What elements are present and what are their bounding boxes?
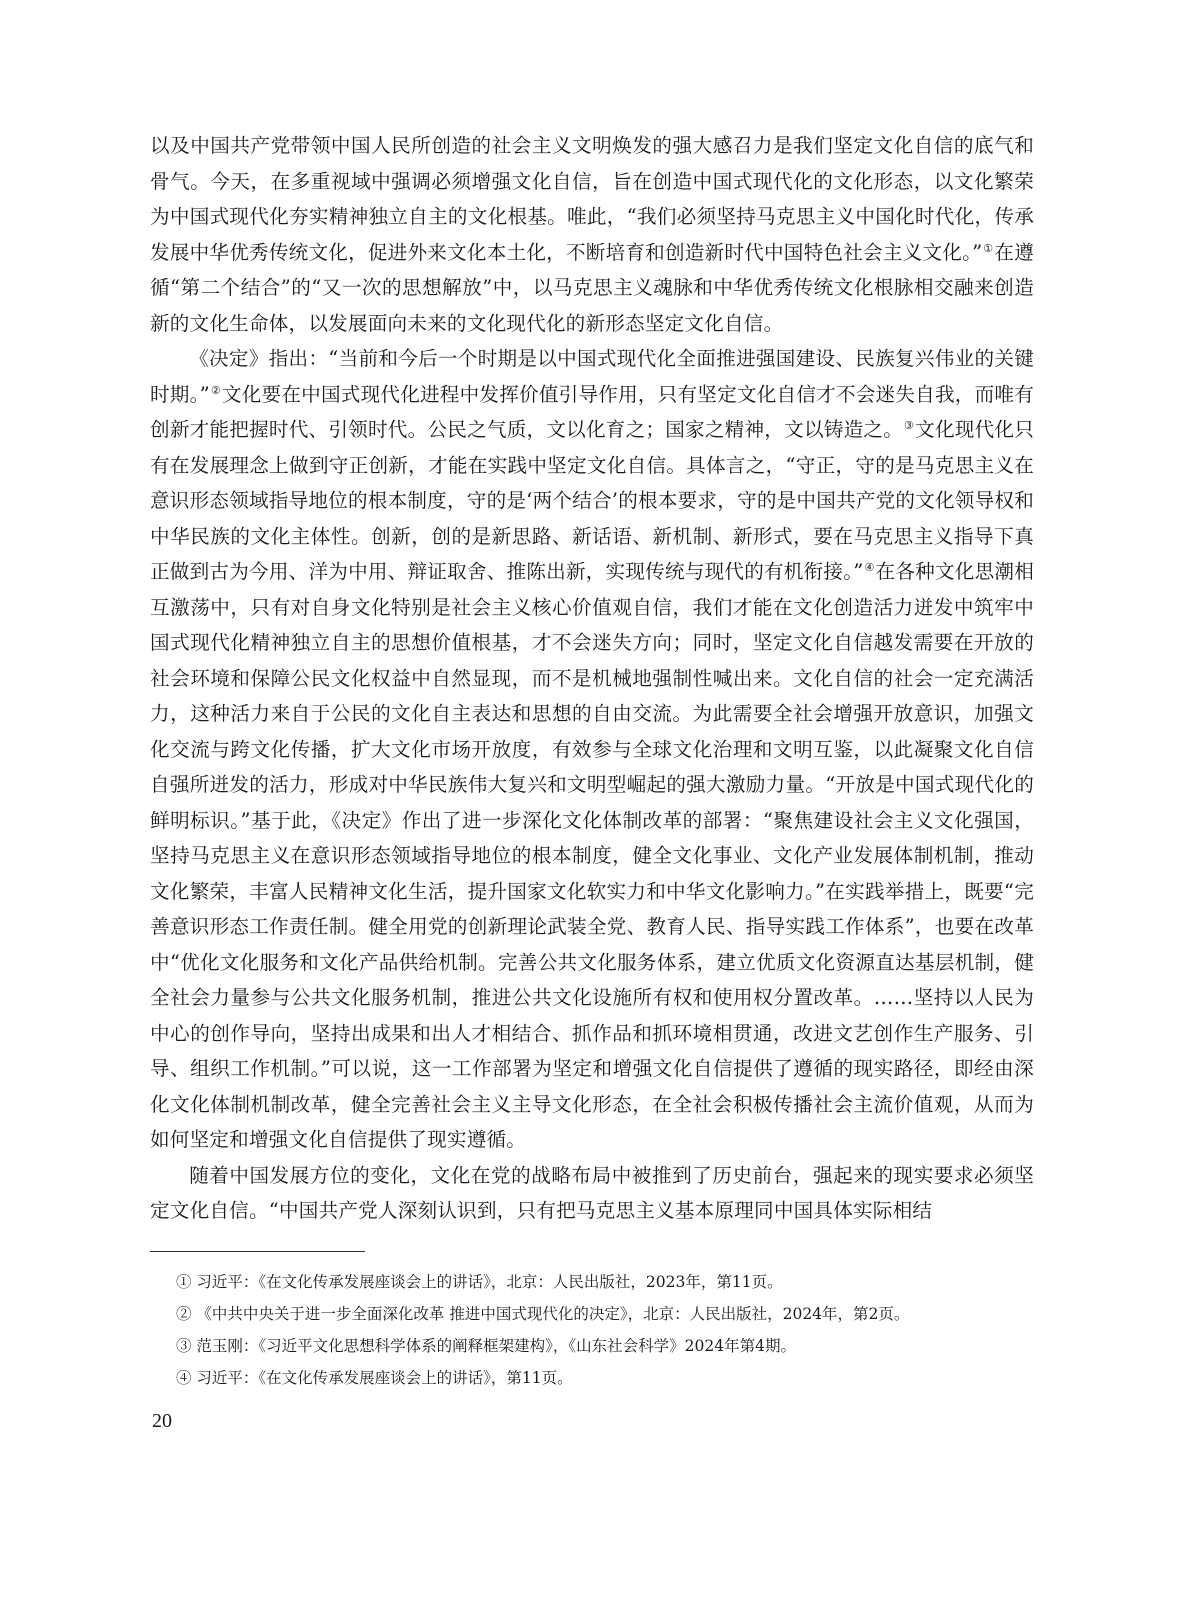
paragraph-2: [150, 341, 1034, 1158]
footnote-3: ③ 范玉刚：《习近平文化思想科学体系的阐释框架建构》，《山东社会科学》2024年第4期。: [176, 1337, 796, 1355]
page-number: 20: [152, 1410, 172, 1432]
paragraph-2-text-a: 《决定》指出：“当前和今后一个时期是以中国式现代化全面推进强国建设、民族复兴伟业的关键时期。”: [150, 347, 1034, 406]
paragraph-2-text-d: 在各种文化思潮相互激荡中，只有对自身文化特别是社会主义核心价值观自信，我们才能在文化创造活力迸发中筑牢中国式现代化精神独立自主的思想价值根基，才不会迷失方向；同时，坚定文化自信越发需要在开放的社会环境和保障公民文化权益中自然显现，而不是机械地强制性喊出来。文化自信的社会一定充满活力，这种活力来自于公民的文化自主表达和思想的自由交流。为此需要全社会增强开放意识，加强文化交流与跨文化传播，扩大文化市场开放度，有效参与全球文化治理和文明互鉴，以此凝聚文化自信自强所迸发的活力，形成对中华民族伟大复兴和文明型崛起的强大激励力量。“开放是中国式现代化的鲜明标识。”基于此，《决定》作出了进一步深化文化体制改革的部署：“聚焦建设社会主义文化强国，坚持马克思主义在意识形态领域指导地位的根本制度，健全文化事业、文化产业发展体制机制，推动文化繁荣，丰富人民精神文化生活，提升国家文化软实力和中华文化影响力。”在实践举措上，既要“完善意识形态工作责任制。健全用党的创新理论武装全党、教育人民、指导实践工作体系”，也要在改革中“优化文化服务和文化产品供给机制。完善公共文化服务体系，建立优质文化资源直达基层机制，健全社会力量参与公共文化服务机制，推进公共文化设施所有权和使用权分置改革。……坚持以人民为中心的创作导向，坚持出成果和出人才相结合、抓作品和抓环境相贯通，改进文艺创作生产服务、引导、组织工作机制。”可以说，这一工作部署为坚定和增强文化自信提供了遵循的现实路径，即经由深化文化体制机制改革，健全完善社会主义主导文化形态，在全社会积极传播社会主流价值观，从而为如何坚定和增强文化自信提供了现实遵循。: [150, 560, 1034, 1151]
footnote-4: ④ 习近平：《在文化传承发展座谈会上的讲话》，第11页。: [176, 1369, 573, 1387]
footnote-2: ② 《中共中央关于进一步全面深化改革 推进中国式现代化的决定》，北京：人民出版社，2024年，第2页。: [176, 1305, 910, 1323]
paragraph-2-text-b: 文化要在中国式现代化进程中发挥价值引导作用，只有坚定文化自信才不会迷失自我，而唯有创新才能把握时代、引领时代。公民之气质，文以化育之；国家之精神，文以铸造之。: [150, 382, 1034, 441]
footnote-divider: [150, 1251, 365, 1252]
footnote-ref-3[interactable]: ③: [904, 419, 915, 432]
footnote-ref-1[interactable]: ①: [983, 241, 994, 255]
paragraph-1-text-b: 在遵循“第二个结合”的“又一次的思想解放”中，以马克思主义魂脉和中华优秀传统文化根脉相交融来创造新的文化生命体，以发展面向未来的文化现代化的新形态坚定文化自信。: [150, 240, 1034, 335]
footnotes: [176, 1266, 1026, 1394]
paragraph-3-text: 随着中国发展方位的变化，文化在党的战略布局中被推到了历史前台，强起来的现实要求必须坚定文化自信。“中国共产党人深刻认识到，只有把马克思主义基本原理同中国具体实际相结: [150, 1163, 1034, 1222]
footnote-ref-4[interactable]: ④: [864, 561, 875, 574]
footnote-ref-2[interactable]: ②: [210, 383, 221, 397]
paragraph-2-text-c: 文化现代化只有在发展理念上做到守正创新，才能在实践中坚定文化自信。具体言之，“守正，守的是马克思主义在意识形态领域指导地位的根本制度，守的是‘两个结合’的根本要求，守的是中国共产党的文化领导权和中华民族的文化主体性。创新，创的是新思路、新话语、新机制、新形式，要在马克思主义指导下真正做到古为今用、洋为中用、辩证取舍、推陈出新，实现传统与现代的有机衔接。”: [150, 418, 1035, 583]
paragraph-3: [150, 1158, 1034, 1229]
footnote-1: ① 习近平：《在文化传承发展座谈会上的讲话》，北京：人民出版社，2023年，第11页。: [176, 1273, 783, 1291]
body-text: [150, 128, 1034, 1229]
paragraph-1: [150, 128, 1034, 341]
paragraph-1-text-a: 以及中国共产党带领中国人民所创造的社会主义文明焕发的强大感召力是我们坚定文化自信的底气和骨气。今天，在多重视域中强调必须增强文化自信，旨在创造中国式现代化的文化形态，以文化繁荣为中国式现代化夯实精神独立自主的文化根基。唯此，“我们必须坚持马克思主义中国化时代化，传承发展中华优秀传统文化，促进外来文化本土化，不断培育和创造新时代中国特色社会主义文化。”: [150, 134, 1034, 264]
